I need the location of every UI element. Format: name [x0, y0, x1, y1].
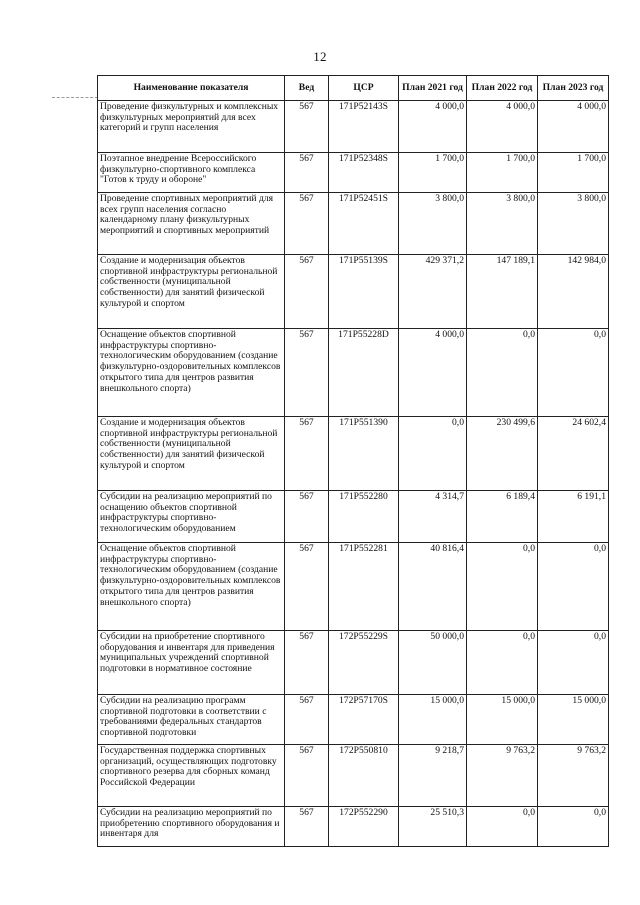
row-plan-2022: 0,0 — [467, 807, 538, 847]
row-plan-2023: 0,0 — [538, 329, 609, 417]
table-row — [98, 745, 609, 807]
row-name: Государственная поддержка спортивных организаций, осуществляющих подготовку спортивного резерва для сборных команд Российской Федерации — [98, 745, 285, 807]
row-plan-2022: 1 700,0 — [467, 153, 538, 193]
row-plan-2021: 15 000,0 — [399, 695, 467, 745]
row-plan-2021: 25 510,3 — [399, 807, 467, 847]
table-row — [98, 153, 609, 193]
row-name: Субсидии на реализацию программ спортивной подготовки в соответствии с требованиями федеральных стандартов спортивной подготовки — [98, 695, 285, 745]
header-ved: Вед — [285, 76, 329, 101]
row-ved: 567 — [285, 101, 329, 153]
row-plan-2023: 0,0 — [538, 543, 609, 631]
row-plan-2023: 4 000,0 — [538, 101, 609, 153]
row-plan-2021: 50 000,0 — [399, 631, 467, 695]
row-plan-2021: 429 371,2 — [399, 255, 467, 329]
row-ved: 567 — [285, 329, 329, 417]
row-plan-2021: 0,0 — [399, 417, 467, 491]
row-ved: 567 — [285, 695, 329, 745]
table-row — [98, 695, 609, 745]
row-name: Проведение физкультурных и комплексных физкультурных мероприятий для всех категорий и групп населения — [98, 101, 285, 153]
table-row — [98, 101, 609, 153]
row-plan-2022: 0,0 — [467, 543, 538, 631]
row-csr: 171P552281 — [329, 543, 399, 631]
row-plan-2022: 0,0 — [467, 329, 538, 417]
row-name: Проведение спортивных мероприятий для всех групп населения согласно календарному плану физкультурных мероприятий и спортивных мероприятий — [98, 193, 285, 255]
row-plan-2023: 9 763,2 — [538, 745, 609, 807]
row-plan-2021: 4 000,0 — [399, 329, 467, 417]
row-plan-2022: 147 189,1 — [467, 255, 538, 329]
header-plan-2021: План 2021 год — [399, 76, 467, 101]
row-csr: 172P550810 — [329, 745, 399, 807]
row-plan-2022: 9 763,2 — [467, 745, 538, 807]
row-csr: 171P52143S — [329, 101, 399, 153]
row-plan-2023: 3 800,0 — [538, 193, 609, 255]
table-row — [98, 417, 609, 491]
row-ved: 567 — [285, 807, 329, 847]
row-ved: 567 — [285, 153, 329, 193]
row-plan-2021: 4 000,0 — [399, 101, 467, 153]
row-name: Субсидии на реализацию мероприятий по оснащению объектов спортивной инфраструктуры спортивно-технологическим оборудованием — [98, 491, 285, 543]
row-ved: 567 — [285, 631, 329, 695]
row-plan-2021: 9 218,7 — [399, 745, 467, 807]
row-ved: 567 — [285, 193, 329, 255]
row-name: Оснащение объектов спортивной инфраструктуры спортивно-технологическим оборудованием (создание физкультурно-оздоровительных комплексов открытого типа для центров развития внешкольного спорта) — [98, 329, 285, 417]
row-plan-2023: 142 984,0 — [538, 255, 609, 329]
header-plan-2022: План 2022 год — [467, 76, 538, 101]
row-csr: 172P552290 — [329, 807, 399, 847]
row-ved: 567 — [285, 543, 329, 631]
table-row — [98, 543, 609, 631]
row-ved: 567 — [285, 491, 329, 543]
header-csr: ЦСР — [329, 76, 399, 101]
row-plan-2022: 15 000,0 — [467, 695, 538, 745]
row-csr: 171P55228D — [329, 329, 399, 417]
row-plan-2022: 4 000,0 — [467, 101, 538, 153]
row-name: Субсидии на приобретение спортивного оборудования и инвентаря для приведения муниципальных учреждений спортивной подготовки в нормативное состояние — [98, 631, 285, 695]
row-csr: 172P55229S — [329, 631, 399, 695]
row-plan-2022: 6 189,4 — [467, 491, 538, 543]
budget-table — [97, 75, 609, 847]
table-row — [98, 255, 609, 329]
row-csr: 171P551390 — [329, 417, 399, 491]
row-plan-2021: 1 700,0 — [399, 153, 467, 193]
row-ved: 567 — [285, 255, 329, 329]
row-name: Поэтапное внедрение Всероссийского физкультурно-спортивного комплекса "Готов к труду и обороне" — [98, 153, 285, 193]
row-name: Создание и модернизация объектов спортивной инфраструктуры региональной собственности (муниципальной собственности) для занятий физической культурой и спортом — [98, 417, 285, 491]
table-row — [98, 193, 609, 255]
row-ved: 567 — [285, 745, 329, 807]
row-plan-2022: 230 499,6 — [467, 417, 538, 491]
table-row — [98, 491, 609, 543]
row-csr: 171P552280 — [329, 491, 399, 543]
row-csr: 171P52348S — [329, 153, 399, 193]
row-name: Оснащение объектов спортивной инфраструктуры спортивно-технологическим оборудованием (создание физкультурно-оздоровительных комплексов открытого типа для центров развития внешкольного спорта) — [98, 543, 285, 631]
page-number: 12 — [313, 49, 327, 64]
row-plan-2022: 3 800,0 — [467, 193, 538, 255]
table-row — [98, 329, 609, 417]
row-csr: 172P57170S — [329, 695, 399, 745]
header-name: Наименование показателя — [98, 76, 285, 101]
row-csr: 171P55139S — [329, 255, 399, 329]
row-plan-2023: 0,0 — [538, 631, 609, 695]
row-plan-2022: 0,0 — [467, 631, 538, 695]
row-plan-2021: 3 800,0 — [399, 193, 467, 255]
row-plan-2023: 6 191,1 — [538, 491, 609, 543]
header-plan-2023: План 2023 год — [538, 76, 609, 101]
margin-mark — [52, 97, 98, 98]
row-name: Создание и модернизация объектов спортивной инфраструктуры региональной собственности (муниципальной собственности) для занятий физической культурой и спортом — [98, 255, 285, 329]
row-plan-2023: 15 000,0 — [538, 695, 609, 745]
row-name: Субсидии на реализацию мероприятий по приобретению спортивного оборудования и инвентаря для — [98, 807, 285, 847]
row-plan-2023: 1 700,0 — [538, 153, 609, 193]
table-row — [98, 631, 609, 695]
row-ved: 567 — [285, 417, 329, 491]
row-csr: 171P52451S — [329, 193, 399, 255]
row-plan-2023: 0,0 — [538, 807, 609, 847]
row-plan-2021: 40 816,4 — [399, 543, 467, 631]
header-row — [98, 76, 609, 101]
table-row — [98, 807, 609, 847]
row-plan-2021: 4 314,7 — [399, 491, 467, 543]
row-plan-2023: 24 602,4 — [538, 417, 609, 491]
